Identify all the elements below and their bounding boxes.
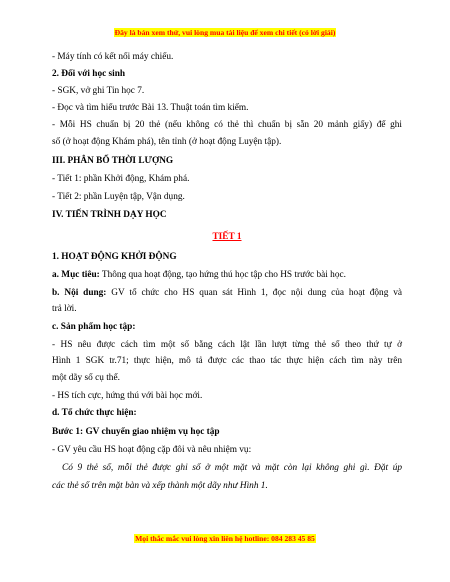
objective-line — [52, 268, 402, 282]
preview-notice-text: Đây là bản xem thử, vui lòng mua tài liệu để xem chi tiết (có lời giải) — [114, 28, 336, 37]
product-label: c. Sản phẩm học tập: — [52, 322, 136, 332]
text-line: - Tiết 1: phần Khởi động, Khám phá. — [52, 174, 190, 184]
organization-label: d. Tổ chức thực hiện: — [52, 408, 137, 418]
text-line: một dãy số cụ thể. — [52, 373, 120, 383]
text-line: - Tiết 2: phần Luyện tập, Vận dụng. — [52, 192, 185, 202]
text-line: - Đọc và tìm hiểu trước Bài 13. Thuật toán tìm kiếm. — [52, 103, 249, 113]
hotline-banner — [0, 533, 450, 544]
hotline-text: Mọi thắc mắc vui lòng xin liên hệ hotline: 084 283 45 85 — [135, 534, 315, 543]
preview-notice-banner — [0, 27, 450, 38]
content-label: b. Nội dung: — [52, 288, 107, 298]
text-line: - Máy tính có kết nối máy chiếu. — [52, 52, 174, 62]
content-text: GV tổ chức cho HS quan sát Hình 1, đọc nội dung của hoạt động và — [106, 288, 402, 298]
text-line: - Mỗi HS chuẩn bị 20 thẻ (nếu không có thẻ thì chuẩn bị sẵn 20 mảnh giấy) để ghi — [52, 120, 402, 130]
task-text: Có 9 thẻ số, mỗi thẻ được ghi số ở một mặt và mặt còn lại không ghi gì. Đặt úp — [62, 463, 402, 473]
section-heading: IV. TIẾN TRÌNH DẠY HỌC — [52, 210, 167, 220]
task-text: các thẻ số trên mặt bàn và xếp thành một dãy như Hình 1. — [52, 481, 268, 491]
content-line — [52, 286, 402, 300]
objective-label: a. Mục tiêu: — [52, 270, 100, 280]
text-line: trả lời. — [52, 304, 77, 314]
objective-text: Thông qua hoạt động, tạo hứng thú học tập cho HS trước bài học. — [99, 270, 346, 280]
text-line: - HS nêu được cách tìm một số bằng cách lật lần lượt từng thẻ số theo thứ tự ở — [52, 340, 402, 350]
section-heading: 2. Đối với học sinh — [52, 69, 126, 79]
text-line: - HS tích cực, hứng thú với bài học mới. — [52, 391, 203, 401]
step-heading: Bước 1: GV chuyển giao nhiệm vụ học tập — [52, 427, 220, 437]
text-line: - GV yêu cầu HS hoạt động cặp đôi và nêu nhiệm vụ: — [52, 445, 252, 455]
text-line: Hình 1 SGK tr.71; thực hiện, mô tả được các thao tác thực hiện cách tìm này trên — [52, 356, 402, 366]
section-heading: III. PHÂN BỐ THỜI LƯỢNG — [52, 156, 174, 166]
text-line: số (ở hoạt động Khám phá), tên tỉnh (ở hoạt động Luyện tập). — [52, 137, 282, 147]
lesson-title: TIẾT 1 — [212, 232, 242, 242]
lesson-title-row — [52, 230, 402, 244]
text-line: - SGK, vở ghi Tin học 7. — [52, 86, 145, 96]
section-heading: 1. HOẠT ĐỘNG KHỞI ĐỘNG — [52, 252, 177, 262]
